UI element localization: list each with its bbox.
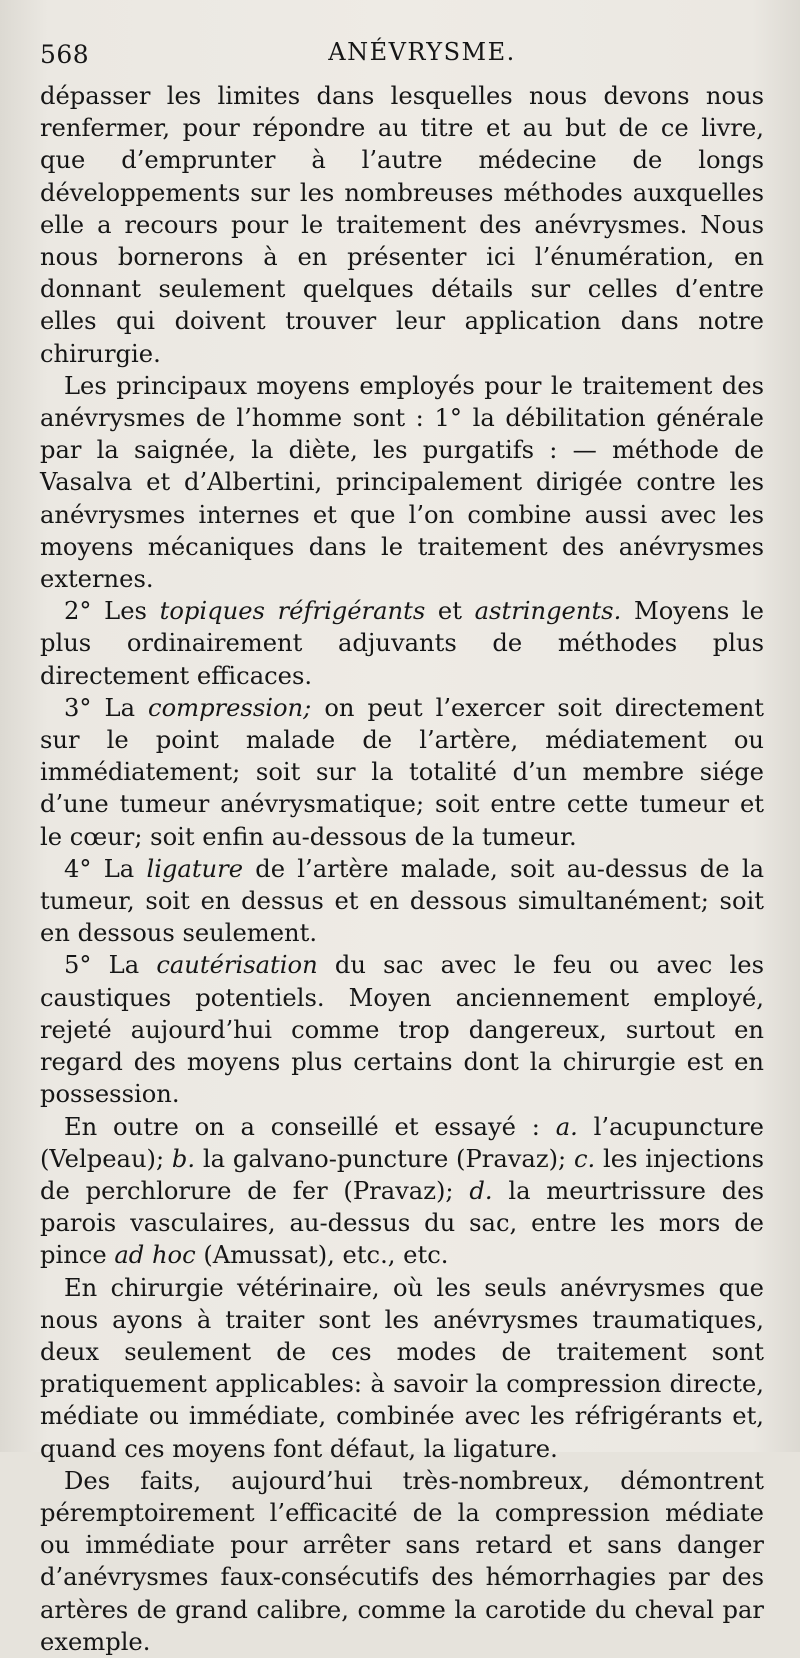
italic-letter: d. xyxy=(469,1176,493,1205)
paragraph-text: dépasser les limites dans lesquelles nous devons nous renfermer, pour répondre au titre et au but de ce livre, que d’emprunter à l’autre médecine de longs développements sur les nombreuses méthodes auxquelles elle a recours pour le traitement des anévrysmes. Nous nous bornerons à en présenter ici l’énumération, en donnant seulement quelques détails sur celles d’entre elles qui doivent trouver leur application dans notre chirurgie. xyxy=(40,82,764,368)
text-run: du sac avec le feu ou avec les caustiques potentiels. Moyen anciennement employé, rejeté aujourd’hui comme trop dangereux, surtout en regard des moyens plus certains dont la chirurgie est en possession. xyxy=(40,951,764,1109)
text-run: la meurtrissure des parois vasculaires, au-dessus du sac, entre les mors de pince xyxy=(40,1176,764,1270)
italic-letter: c. xyxy=(573,1144,596,1173)
text-run: 2° Les xyxy=(64,597,160,626)
italic-letter: a. xyxy=(555,1112,578,1141)
paragraph-item-2 xyxy=(40,595,764,692)
paragraph-text: Les principaux moyens employés pour le traitement des anévrysmes de l’homme sont : 1° la débilitation générale par la saignée, la diète, les purgatifs : — méthode de Vasalva et d’Albertini, principalement dirigée contre les anévrysmes internes et que l’on combine aussi avec les moyens mécaniques dans le traitement des anévrysmes externes. xyxy=(40,371,764,594)
text-run: En outre on a conseillé et essayé : xyxy=(64,1112,556,1141)
paragraph-item-4 xyxy=(40,853,764,950)
paragraph-item-3 xyxy=(40,692,764,853)
paragraph-other-methods xyxy=(40,1111,764,1272)
paragraph-item-5 xyxy=(40,949,764,1110)
text-run: on peut l’exercer soit directement sur le point malade de l’artère, médiatement ou immédiatement; soit sur la totalité d’un membre siége d’une tumeur anévrysmatique; soit entre cette tumeur et le cœur; soit enfin au-dessous de la tumeur. xyxy=(40,693,765,851)
text-run: 4° La xyxy=(64,854,147,883)
text-run: et xyxy=(425,597,475,626)
italic-term: ad hoc xyxy=(114,1241,196,1270)
paragraph-text: Des faits, aujourd’hui très-nombreux, démontrent péremptoirement l’efficacité de la compression médiate ou immédiate pour arrêter sans retard et sans danger d’anévrysmes faux-consécutifs des hémorrhagies par des artères de grand calibre, comme la carotide du cheval par exemple. xyxy=(40,1466,764,1656)
text-run: l’acupuncture (Velpeau); xyxy=(40,1112,764,1173)
italic-letter: b. xyxy=(171,1144,196,1173)
text-run: de l’artère malade, soit au-dessus de la tumeur, soit en dessus et en dessous simultanément; soit en dessous seulement. xyxy=(40,854,764,948)
page-number: 568 xyxy=(40,40,90,69)
paragraph-veterinary xyxy=(40,1272,764,1465)
italic-term: ligature xyxy=(146,854,244,883)
italic-term: compression; xyxy=(148,693,312,722)
paragraph-evidence xyxy=(40,1465,764,1658)
text-run: (Amussat), etc., etc. xyxy=(195,1241,449,1270)
text-run: 5° La xyxy=(64,951,157,980)
italic-term: topiques réfrigérants xyxy=(159,597,426,626)
text-run: 3° La xyxy=(64,693,149,722)
running-head xyxy=(40,32,764,72)
text-run: les injections de perchlorure de fer (Pravaz); xyxy=(40,1144,764,1205)
paragraph-continued xyxy=(40,80,764,370)
text-run: Moyens le plus ordinairement adjuvants de méthodes plus directement efficaces. xyxy=(40,597,764,690)
italic-term: astringents. xyxy=(474,597,622,626)
running-title: ANÉVRYSME. xyxy=(328,38,516,66)
text-run: la galvano-puncture (Pravaz); xyxy=(195,1144,574,1173)
paragraph-methods-list xyxy=(40,370,764,595)
paragraph-text: En chirurgie vétérinaire, où les seuls anévrysmes que nous ayons à traiter sont les anévrysmes traumatiques, deux seulement de ces modes de traitement sont pratiquement applicables: à savoir la compression directe, médiate ou immédiate, combinée avec les réfrigérants et, quand ces moyens font défaut, la ligature. xyxy=(40,1273,764,1463)
body-text xyxy=(40,80,764,1658)
italic-term: cautérisation xyxy=(156,951,318,980)
